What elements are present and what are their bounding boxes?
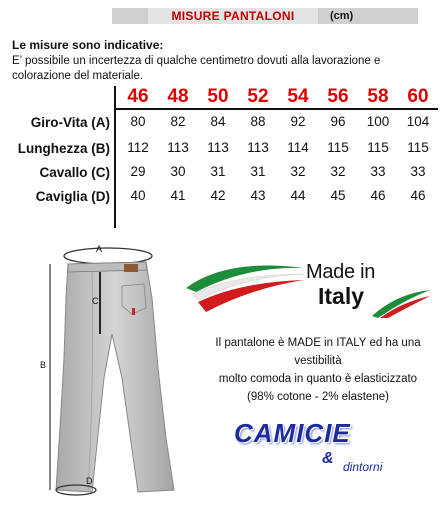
table-cell: 115 bbox=[407, 140, 429, 155]
table-cell: 114 bbox=[287, 140, 309, 155]
table-cell: 31 bbox=[250, 164, 266, 179]
note-heading: Le misure sono indicative: bbox=[12, 38, 164, 52]
table-cell: 30 bbox=[170, 164, 186, 179]
row-label: Caviglia (D) bbox=[35, 188, 110, 204]
table-cell: 32 bbox=[290, 164, 306, 179]
table-cell: 100 bbox=[366, 114, 390, 129]
size-cell: 60 bbox=[407, 86, 429, 107]
table-cell: 40 bbox=[130, 188, 146, 203]
label-b: B bbox=[40, 360, 47, 370]
table-cell: 88 bbox=[250, 114, 266, 129]
size-cell: 50 bbox=[207, 86, 229, 107]
size-cell: 52 bbox=[247, 86, 269, 107]
table-cell: 115 bbox=[367, 140, 389, 155]
table-cell: 41 bbox=[170, 188, 186, 203]
jeans-diagram bbox=[40, 238, 190, 500]
table-cell: 84 bbox=[210, 114, 226, 129]
label-a: A bbox=[96, 244, 103, 254]
table-cell: 29 bbox=[130, 164, 146, 179]
brand-logo-subtitle: dintorni bbox=[343, 460, 383, 474]
italy-text: Italy bbox=[318, 283, 365, 309]
made-in-text: Made in bbox=[306, 261, 376, 283]
table-cell: 31 bbox=[210, 164, 226, 179]
table-row bbox=[8, 110, 438, 134]
size-cell: 48 bbox=[167, 86, 189, 107]
description-line: Il pantalone è MADE in ITALY ed ha una vestibilità bbox=[215, 337, 421, 367]
table-cell: 80 bbox=[130, 114, 146, 129]
table-cell: 115 bbox=[327, 140, 349, 155]
table-cell: 33 bbox=[370, 164, 386, 179]
page-title: MISURE PANTALONI bbox=[148, 8, 318, 24]
table-row bbox=[8, 184, 438, 208]
table-cell: 42 bbox=[210, 188, 226, 203]
table-cell: 112 bbox=[127, 140, 149, 155]
table-cell: 82 bbox=[170, 114, 186, 129]
table-cell: 44 bbox=[290, 188, 306, 203]
table-cell: 92 bbox=[290, 114, 306, 129]
table-cell: 45 bbox=[330, 188, 346, 203]
unit-label: (cm) bbox=[330, 10, 354, 22]
size-cell: 58 bbox=[367, 86, 389, 107]
row-label: Lunghezza (B) bbox=[17, 140, 110, 156]
table-cell: 43 bbox=[250, 188, 266, 203]
brand-logo-ampersand: & bbox=[322, 450, 334, 467]
description-line: molto comoda in quanto è elasticizzato bbox=[218, 373, 418, 385]
table-cell: 96 bbox=[330, 114, 346, 129]
brand-logo: CAMICIE bbox=[234, 418, 351, 448]
table-cell: 32 bbox=[330, 164, 346, 179]
size-cell: 54 bbox=[287, 86, 309, 107]
description-line: (98% cotone - 2% elastene) bbox=[247, 391, 389, 403]
row-label: Giro-Vita (A) bbox=[30, 114, 110, 130]
table-cell: 113 bbox=[247, 140, 269, 155]
label-d: D bbox=[86, 476, 93, 486]
italian-flag-swoosh-icon bbox=[370, 288, 432, 318]
size-cell: 46 bbox=[127, 86, 149, 107]
table-cell: 113 bbox=[167, 140, 189, 155]
table-cell: 46 bbox=[410, 188, 426, 203]
note-text: E’ possibile un incertezza di qualche centimetro dovuti alla lavorazione e colorazione del materiale. bbox=[12, 55, 381, 82]
size-header-row bbox=[118, 86, 438, 108]
table-cell: 113 bbox=[207, 140, 229, 155]
table-row bbox=[8, 160, 438, 184]
label-c: C bbox=[92, 296, 99, 306]
table-row bbox=[8, 136, 438, 160]
italian-flag-swoosh-icon bbox=[186, 258, 306, 338]
size-cell: 56 bbox=[327, 86, 349, 107]
jeans-illustration bbox=[40, 238, 190, 500]
product-description bbox=[196, 334, 440, 406]
table-cell: 46 bbox=[370, 188, 386, 203]
table-cell: 104 bbox=[406, 114, 430, 129]
table-cell: 33 bbox=[410, 164, 426, 179]
row-label: Cavallo (C) bbox=[39, 164, 110, 180]
